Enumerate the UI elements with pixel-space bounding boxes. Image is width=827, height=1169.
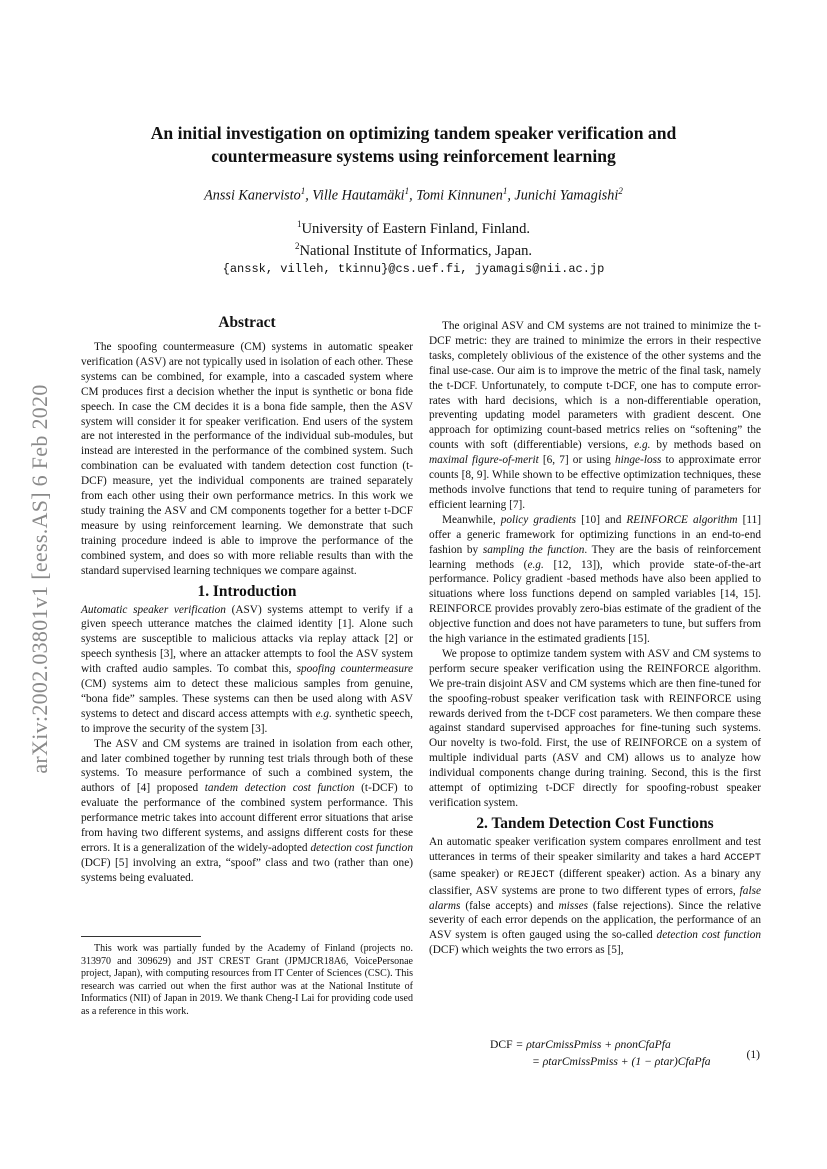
intro-heading: 1. Introduction xyxy=(197,582,297,600)
author-name: Anssi Kanervisto xyxy=(204,187,301,204)
left-column xyxy=(81,313,413,886)
footnote: This work was partially funded by the Academy of Finland (projects no. 313970 and 309629) and JST CREST Grant (JPMJCR18A6, VoicePersonae project, Japan), with computing resources from IT Center of Sciences (CSC). This research was carried out when the first author was at the National Institute of Informatics (NII) of Japan in 2019. We thank Cheng-I Lai for providing code used as a reference in this work. xyxy=(81,943,413,1017)
right-paragraph-1: The original ASV and CM systems are not trained to minimize the t-DCF metric: they are trained to minimize the errors in their respective tasks, completely oblivious of the existence of the other systems and the final use-case. Our aim is to improve the metric of the final task, namely the t-DCF. Unfortunately, to compute t-DCF, one has to compute error-rates with hard decisions, which is a non-differentiable operation, preventing updating model parameters with gradient descent. One approach for optimizing count-based metrics relies on “softening” the counts with soft (differentiable) versions, e.g. by methods based on maximal figure-of-merit [6, 7] or using hinge-loss to approximate error counts [8, 9]. While shown to be effective optimization techniques, these methods involve functions that tend to require tuning of parameters for efficient learning [7]. xyxy=(429,320,761,511)
title-line-2: countermeasure systems using reinforcement learning xyxy=(211,146,616,166)
author-name: Ville Hautamäki xyxy=(312,187,405,204)
right-paragraph-4: An automatic speaker verification system compares enrollment and test utterances in terms of their speaker similarity and takes a hard ACCEPT (same speaker) or REJECT (different speaker) action. As a binary any classifier, ASV systems are prone to two different types of errors, false alarms (false accepts) and misses (false rejections). Since the relative severity of each error depends on the application, the performance of an ASV system is often gauged using the so-called detection cost function (DCF) which weights the two errors as [5], xyxy=(429,835,762,957)
intro-paragraph-1: Automatic speaker verification (ASV) systems attempt to verify if a given speech utterance matches the claimed identity [1]. Alone such systems are susceptible to malicious attacks via replay attack [2] or speech synthesis [3], where an attacker attempts to fool the ASV system with crafted audio samples. To combat this, spoofing countermeasure (CM) systems aim to detect these malicious samples from genuine, “bona fide” samples. These systems can then be used along with ASV systems to detect and discard access attempts with e.g. synthetic speech, to improve the security of the system [3]. xyxy=(81,603,413,735)
equation-line-2: = ρtarCmissPmiss + (1 − ρtar)CfaPfa xyxy=(532,1055,711,1068)
right-paragraph-2: Meanwhile, policy gradients [10] and REINFORCE algorithm [11] offer a generic framework for optimizing functions in an end-to-end fashion by sampling the function. They are the basis of reinforcement learning methods (e.g. [12, 13]), which provide state-of-the-art performance. Policy gradient -based methods have also been applied to situations where loss functions depend on sampled variables [14, 15]. REINFORCE provides provably zero-bias estimate of the gradient of the objective function and does not have parameters to tune, but suffers from the high variance in the estimated gradients [15]. xyxy=(429,513,761,646)
abstract-text: The spoofing countermeasure (CM) systems in automatic speaker verification (ASV) are not typically used in isolation of each other. These systems can be combined, for example, into a cascaded system where CM produces first a decision whether the input is synthetic or bona fide speech. In case the CM decides it is a bona fide sample, then the ASV system will consider it for speaker verification. End users of the system are not interested in the performance of the individual sub-modules, but instead are interested in the performance of the combined system. Such combination can be evaluated with tandem detection cost function (t-DCF) measure, yet the individual components are trained separately from each other using their own performance metrics. In this work we study training the ASV and CM components together for a better t-DCF measure by using reinforcement learning. We demonstrate that such training procedure indeed is able to improve the performance of the combined system, and does so with more reliable results than with the standard supervised learning techniques we compare against. xyxy=(81,341,413,577)
author-name: Junichi Yamagishi xyxy=(514,187,619,204)
paper-title xyxy=(80,122,747,168)
equation-number: (1) xyxy=(746,1048,760,1061)
title-line-1: An initial investigation on optimizing tandem speaker verification and xyxy=(150,123,677,143)
affiliation-2: $^2$National Institute of Informatics, Japan. xyxy=(294,241,533,259)
intro-paragraph-2: The ASV and CM systems are trained in isolation from each other, and later combined together by running test trials through both of these systems. To measure performance of such a combined system, the authors of [4] proposed tandem detection cost function (t-DCF) to evaluate the performance of the combined system performance. This performance metric takes into account different error situations that arise from having two different systems, and assigns different costs for these errors. It is a generalization of the widely-adopted detection cost function (DCF) [5] involving an extra, “spoof” class and two (rather than one) systems being evaluated. xyxy=(81,737,413,884)
section-2-heading: 2. Tandem Detection Cost Functions xyxy=(476,814,714,832)
abstract-heading: Abstract xyxy=(218,314,276,331)
right-paragraph-3: We propose to optimize tandem system with ASV and CM systems to perform secure speaker verification using the REINFORCE algorithm. We pre-train disjoint ASV and CM systems which are then fine-tuned for the spoofing-robust speaker verification task with REINFORCE using rewards derived from the t-DCF cost parameters. We then compare these against standard supervised approaches for fine-tuning such systems. Our novelty is two-fold. First, the use of REINFORCE on a system of multiple individual parts (ASV and CM) allows us to analyze how individual components change during training. Second, this is the first attempt of optimizing t-DCF directly for spoofing-robust speaker verification system. xyxy=(429,647,761,809)
author-name: Tomi Kinnunen xyxy=(416,187,503,204)
equation-line-1: DCF = ρtarCmissPmiss + ρnonCfaPfa xyxy=(490,1038,671,1051)
author-list: Anssi Kanervisto$^1$, Ville Hautamäki$^1$, Tomi Kinnunen$^1$, Junichi Yamagishi$^2$ xyxy=(204,186,623,204)
arxiv-stamp: arXiv:2002.03801v1 [eess.AS] 6 Feb 2020 xyxy=(27,384,52,774)
author-emails: {anssk, villeh, tkinnu}@cs.uef.fi, jyamagis@nii.ac.jp xyxy=(222,262,605,276)
affiliation-1: $^1$University of Eastern Finland, Finland. xyxy=(296,219,531,237)
right-column xyxy=(429,319,761,958)
footnote-rule xyxy=(81,936,201,937)
equation-1 xyxy=(470,1038,760,1072)
